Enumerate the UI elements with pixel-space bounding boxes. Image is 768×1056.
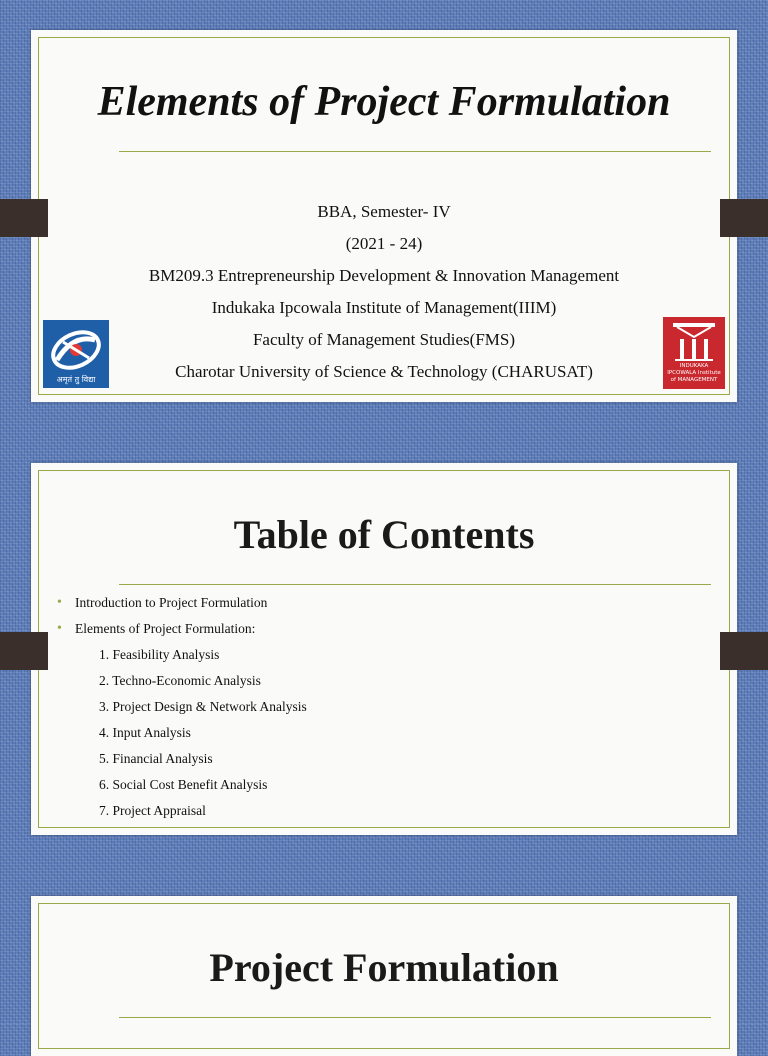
slide-title-heading: Elements of Project Formulation [97, 79, 671, 125]
list-subitem: 4. Input Analysis [99, 725, 191, 740]
list-subitem: 1. Feasibility Analysis [99, 647, 220, 662]
slide-tab-left [0, 199, 48, 237]
course-line: BBA, Semester- IV [317, 202, 451, 221]
logo-right-text: INDUKAKA IPCOWALA Institute of MANAGEMENT [667, 363, 721, 383]
course-line: Indukaka Ipcowala Institute of Management(IIIM) [211, 298, 557, 317]
slide-project-formulation [31, 896, 737, 1056]
slide-toc [31, 463, 737, 835]
charusat-logo [43, 320, 109, 388]
list-subitem: 5. Financial Analysis [99, 751, 213, 766]
list-subitem: 3. Project Design & Network Analysis [99, 699, 307, 714]
slide-tab-left [0, 632, 48, 670]
toc-heading: Table of Contents [233, 512, 535, 557]
slide-title [31, 30, 737, 402]
logo-left-text: अमृतं तु विद्या [56, 375, 96, 384]
list-item: • Elements of Project Formulation: [57, 619, 307, 645]
toc-list [57, 593, 307, 827]
list-item: • Introduction to Project Formulation [57, 593, 307, 619]
course-line: BM209.3 Entrepreneurship Development & Innovation Management [148, 266, 620, 285]
title-divider [119, 584, 711, 585]
list-subitem: 2. Techno-Economic Analysis [99, 673, 261, 688]
bullet-icon: • [57, 621, 62, 636]
list-subitem: 7. Project Appraisal [99, 803, 206, 818]
project-formulation-heading: Project Formulation [209, 945, 559, 990]
title-divider [119, 151, 711, 152]
course-line: (2021 - 24) [345, 234, 423, 253]
slide-tab-right [720, 632, 768, 670]
slide-tab-right [720, 199, 768, 237]
list-subitem: 6. Social Cost Benefit Analysis [99, 777, 268, 792]
title-divider [119, 1017, 711, 1018]
course-line: Charotar University of Science & Technology (CHARUSAT) [175, 362, 593, 381]
bullet-icon: • [57, 595, 62, 610]
course-line: Faculty of Management Studies(FMS) [252, 330, 516, 349]
iiim-logo [663, 317, 725, 389]
course-info [31, 196, 737, 388]
